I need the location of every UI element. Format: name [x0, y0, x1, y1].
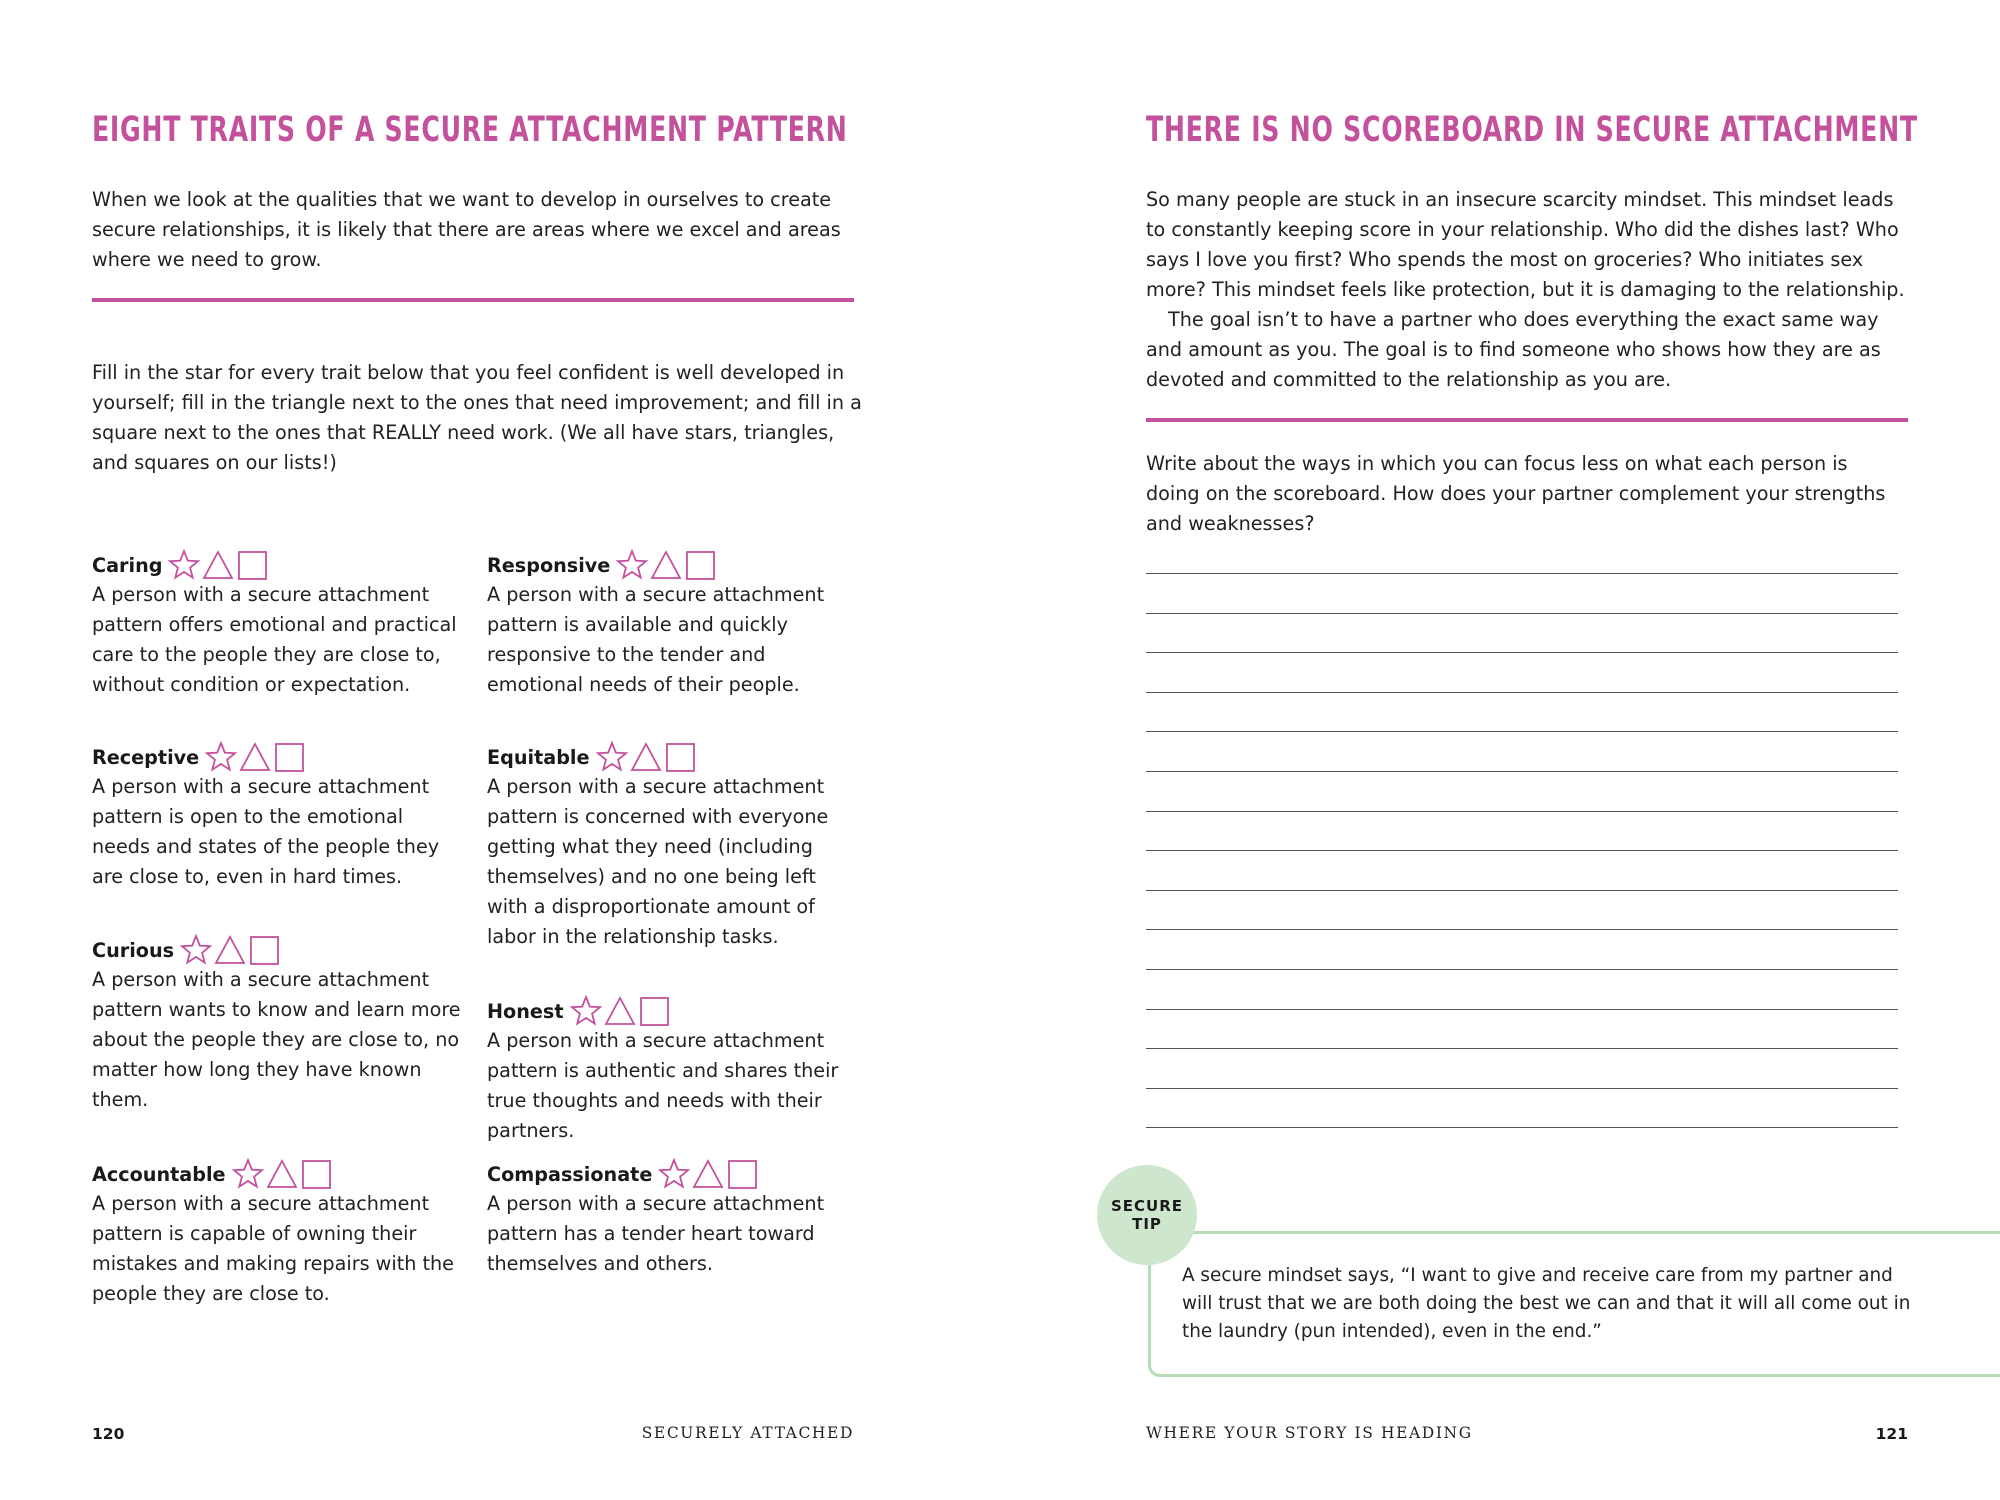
- star-checkbox-icon[interactable]: [596, 741, 628, 773]
- triangle-checkbox-icon[interactable]: [266, 1158, 298, 1190]
- triangle-checkbox-icon[interactable]: [202, 549, 234, 581]
- square-checkbox-icon[interactable]: [236, 549, 268, 581]
- square-checkbox-icon[interactable]: [300, 1158, 332, 1190]
- writing-line[interactable]: [1146, 652, 1898, 653]
- writing-line[interactable]: [1146, 1009, 1898, 1010]
- section-divider: [1146, 418, 1908, 422]
- trait-description: A person with a secure attachment pattern offers emotional and practical care to the people they are close to, without condition or expectation.: [92, 583, 457, 696]
- square-checkbox-icon[interactable]: [638, 995, 670, 1027]
- trait-description: A person with a secure attachment pattern wants to know and learn more about the people they are close to, no matter how long they have known them.: [92, 968, 461, 1111]
- section-divider: [92, 298, 854, 302]
- trait-name: Receptive: [92, 745, 200, 769]
- trait-caring: [92, 550, 462, 700]
- triangle-checkbox-icon[interactable]: [604, 995, 636, 1027]
- trait-description: A person with a secure attachment pattern has a tender heart toward themselves and others.: [487, 1192, 825, 1275]
- body-paragraph-1: So many people are stuck in an insecure scarcity mindset. This mindset leads to constantly keeping score in your relationship. Who did the dishes last? Who says I love you first? Who spends the most on groceries? Who initiates sex more? This mindset feels like protection, but it is damaging to the relationship.: [1146, 188, 1905, 301]
- trait-responsive: [487, 550, 857, 700]
- instructions-paragraph: Fill in the star for every trait below that you feel confident is well developed in yourself; fill in the triangle next to the ones that need improvement; and fill in a square next to the ones that REALLY need work. (We all have stars, triangles, and squares on our lists!): [92, 361, 862, 474]
- square-checkbox-icon[interactable]: [273, 741, 305, 773]
- page-number: 121: [1875, 1425, 1908, 1443]
- star-checkbox-icon[interactable]: [570, 995, 602, 1027]
- trait-description: A person with a secure attachment pattern is authentic and shares their true thoughts and needs with their partners.: [487, 1029, 839, 1142]
- tip-label: SECURE: [1110, 1197, 1184, 1215]
- writing-line[interactable]: [1146, 890, 1898, 891]
- running-head: WHERE YOUR STORY IS HEADING: [1146, 1424, 1473, 1442]
- trait-name: Responsive: [487, 553, 611, 577]
- star-checkbox-icon[interactable]: [205, 741, 237, 773]
- secure-tip-badge: [1097, 1165, 1197, 1265]
- trait-equitable: [487, 742, 857, 952]
- triangle-checkbox-icon[interactable]: [650, 549, 682, 581]
- trait-curious: [92, 935, 462, 1115]
- trait-description: A person with a secure attachment pattern is concerned with everyone getting what they need (including themselves) and no one being left with a disproportionate amount of labor in the relationship tasks.: [487, 775, 829, 948]
- page-title: EIGHT TRAITS OF A SECURE ATTACHMENT PATTERN: [92, 110, 848, 150]
- square-checkbox-icon[interactable]: [726, 1158, 758, 1190]
- page-number: 120: [92, 1425, 125, 1443]
- trait-compassionate: [487, 1159, 857, 1279]
- triangle-checkbox-icon[interactable]: [214, 934, 246, 966]
- writing-line[interactable]: [1146, 1127, 1898, 1128]
- trait-receptive: [92, 742, 462, 892]
- writing-line[interactable]: [1146, 692, 1898, 693]
- trait-description: A person with a secure attachment pattern is capable of owning their mistakes and making repairs with the people they are close to.: [92, 1192, 454, 1305]
- star-checkbox-icon[interactable]: [168, 549, 200, 581]
- square-checkbox-icon[interactable]: [664, 741, 696, 773]
- writing-line[interactable]: [1146, 573, 1898, 574]
- square-checkbox-icon[interactable]: [684, 549, 716, 581]
- triangle-checkbox-icon[interactable]: [239, 741, 271, 773]
- intro-paragraph: When we look at the qualities that we want to develop in ourselves to create secure relationships, it is likely that there are areas where we excel and areas where we need to grow.: [92, 188, 841, 271]
- writing-line[interactable]: [1146, 969, 1898, 970]
- writing-line[interactable]: [1146, 731, 1898, 732]
- running-head: SECURELY ATTACHED: [641, 1424, 854, 1442]
- trait-honest: [487, 996, 857, 1146]
- star-checkbox-icon[interactable]: [658, 1158, 690, 1190]
- trait-accountable: [92, 1159, 462, 1309]
- trait-description: A person with a secure attachment pattern is open to the emotional needs and states of the people they are close to, even in hard times.: [92, 775, 440, 888]
- writing-line[interactable]: [1146, 1088, 1898, 1089]
- tip-label: TIP: [1132, 1215, 1162, 1233]
- trait-name: Equitable: [487, 745, 590, 769]
- writing-line[interactable]: [1146, 613, 1898, 614]
- writing-prompt: Write about the ways in which you can focus less on what each person is doing on the scoreboard. How does your partner complement your strengths and weaknesses?: [1146, 452, 1886, 535]
- star-checkbox-icon[interactable]: [232, 1158, 264, 1190]
- trait-name: Compassionate: [487, 1162, 653, 1186]
- right-page: [1000, 0, 2000, 1500]
- tip-text: A secure mindset says, “I want to give and receive care from my partner and will trust that we are both doing the best we can and that it will all come out in the laundry (pun intended), even in the end.”: [1182, 1265, 1911, 1342]
- writing-line[interactable]: [1146, 850, 1898, 851]
- trait-name: Honest: [487, 999, 564, 1023]
- writing-line[interactable]: [1146, 811, 1898, 812]
- trait-name: Accountable: [92, 1162, 226, 1186]
- writing-line[interactable]: [1146, 929, 1898, 930]
- page-title: THERE IS NO SCOREBOARD IN SECURE ATTACHMENT: [1146, 110, 1918, 150]
- square-checkbox-icon[interactable]: [248, 934, 280, 966]
- triangle-checkbox-icon[interactable]: [630, 741, 662, 773]
- writing-line[interactable]: [1146, 1048, 1898, 1049]
- trait-name: Curious: [92, 938, 175, 962]
- writing-line[interactable]: [1146, 771, 1898, 772]
- star-checkbox-icon[interactable]: [180, 934, 212, 966]
- trait-name: Caring: [92, 553, 163, 577]
- triangle-checkbox-icon[interactable]: [692, 1158, 724, 1190]
- body-paragraph-2: The goal isn’t to have a partner who does everything the exact same way and amount as you. The goal is to find someone who shows how they are as devoted and committed to the relationship as you are.: [1146, 308, 1881, 391]
- star-checkbox-icon[interactable]: [616, 549, 648, 581]
- trait-description: A person with a secure attachment pattern is available and quickly responsive to the tender and emotional needs of their people.: [487, 583, 825, 696]
